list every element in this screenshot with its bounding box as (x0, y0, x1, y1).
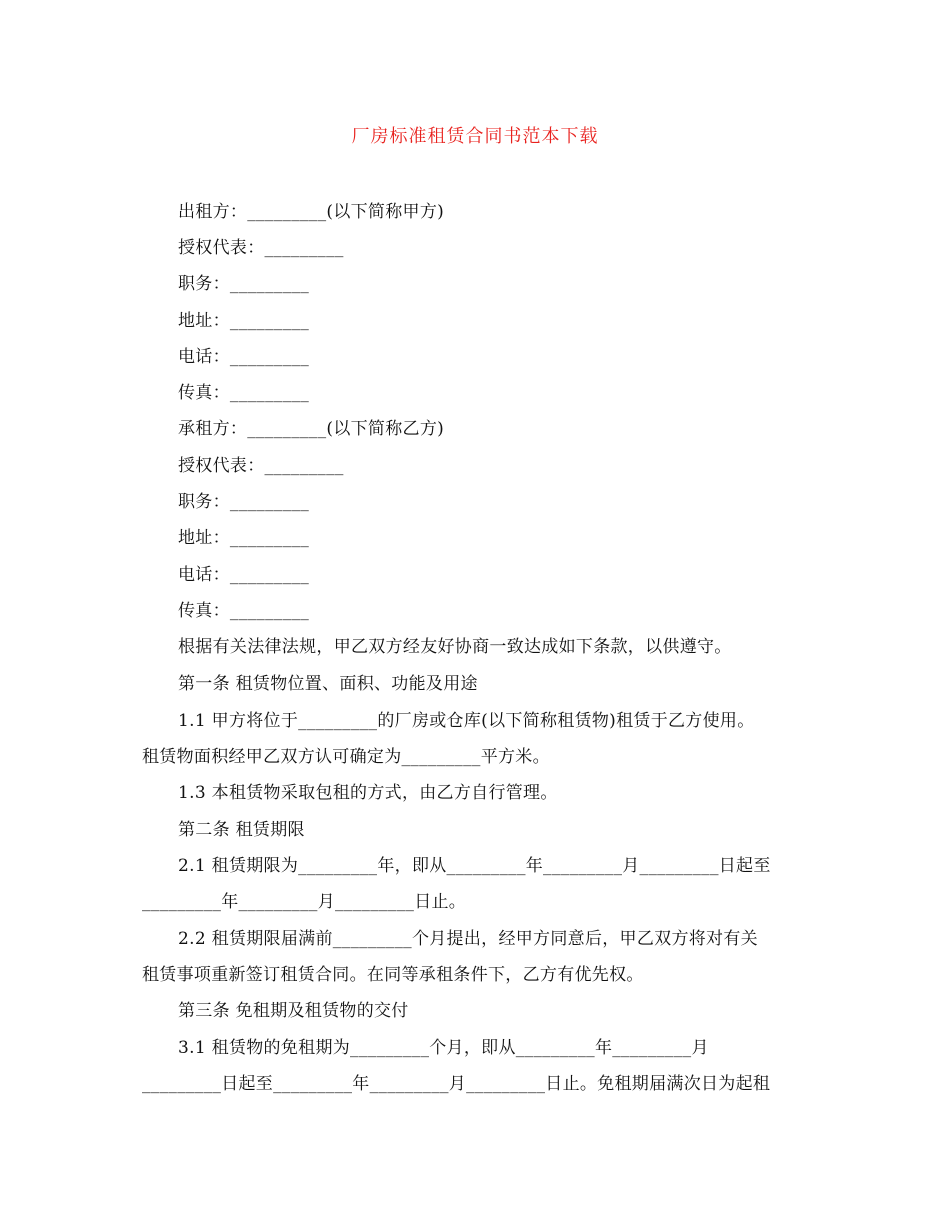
document-title: 厂房标准租赁合同书范本下载 (351, 126, 599, 147)
lessor-fax-line: 传真：_________ (178, 383, 310, 403)
clause-1-1-line-2: 租赁物面积经甲乙双方认可确定为_________平方米。 (142, 747, 550, 767)
lessor-representative-line: 授权代表：_________ (178, 238, 344, 258)
article-2-heading: 第二条 租赁期限 (178, 820, 305, 840)
clause-1-3: 1.3 本租赁物采取包租的方式，由乙方自行管理。 (178, 783, 558, 803)
clause-2-1-line-1: 2.1 租赁期限为_________年，即从_________年_________月_________日起至 (178, 856, 771, 876)
lessee-phone-line: 电话：_________ (178, 565, 310, 585)
clause-2-2-line-2: 租赁事项重新签订租赁合同。在同等承租条件下，乙方有优先权。 (142, 965, 644, 985)
lessee-line: 承租方：_________(以下简称乙方) (178, 419, 445, 439)
clause-2-2-line-1: 2.2 租赁期限届满前_________个月提出，经甲方同意后，甲乙双方将对有关 (178, 929, 758, 949)
lessor-phone-line: 电话：_________ (178, 347, 310, 367)
clause-1-1-line-1: 1.1 甲方将位于_________的厂房或仓库(以下简称租赁物)租赁于乙方使用。 (178, 711, 755, 731)
lessor-address-line: 地址：_________ (178, 311, 310, 331)
lessee-address-line: 地址：_________ (178, 528, 310, 548)
clause-3-1-line-1: 3.1 租赁物的免租期为_________个月，即从_________年_________月 (178, 1038, 709, 1058)
preamble-paragraph: 根据有关法律法规，甲乙双方经友好协商一致达成如下条款，以供遵守。 (178, 637, 732, 657)
lessor-position-line: 职务：_________ (178, 274, 310, 294)
lessee-representative-line: 授权代表：_________ (178, 456, 344, 476)
lessee-position-line: 职务：_________ (178, 492, 310, 512)
clause-2-1-line-2: _________年_________月_________日止。 (142, 892, 467, 912)
article-1-heading: 第一条 租赁物位置、面积、功能及用途 (178, 674, 478, 694)
lessee-fax-line: 传真：_________ (178, 601, 310, 621)
clause-3-1-line-2: _________日起至_________年_________月_________日止。免租期届满次日为起租 (142, 1074, 771, 1094)
lessor-line: 出租方：_________(以下简称甲方) (178, 202, 445, 222)
article-3-heading: 第三条 免租期及租赁物的交付 (178, 1001, 409, 1021)
